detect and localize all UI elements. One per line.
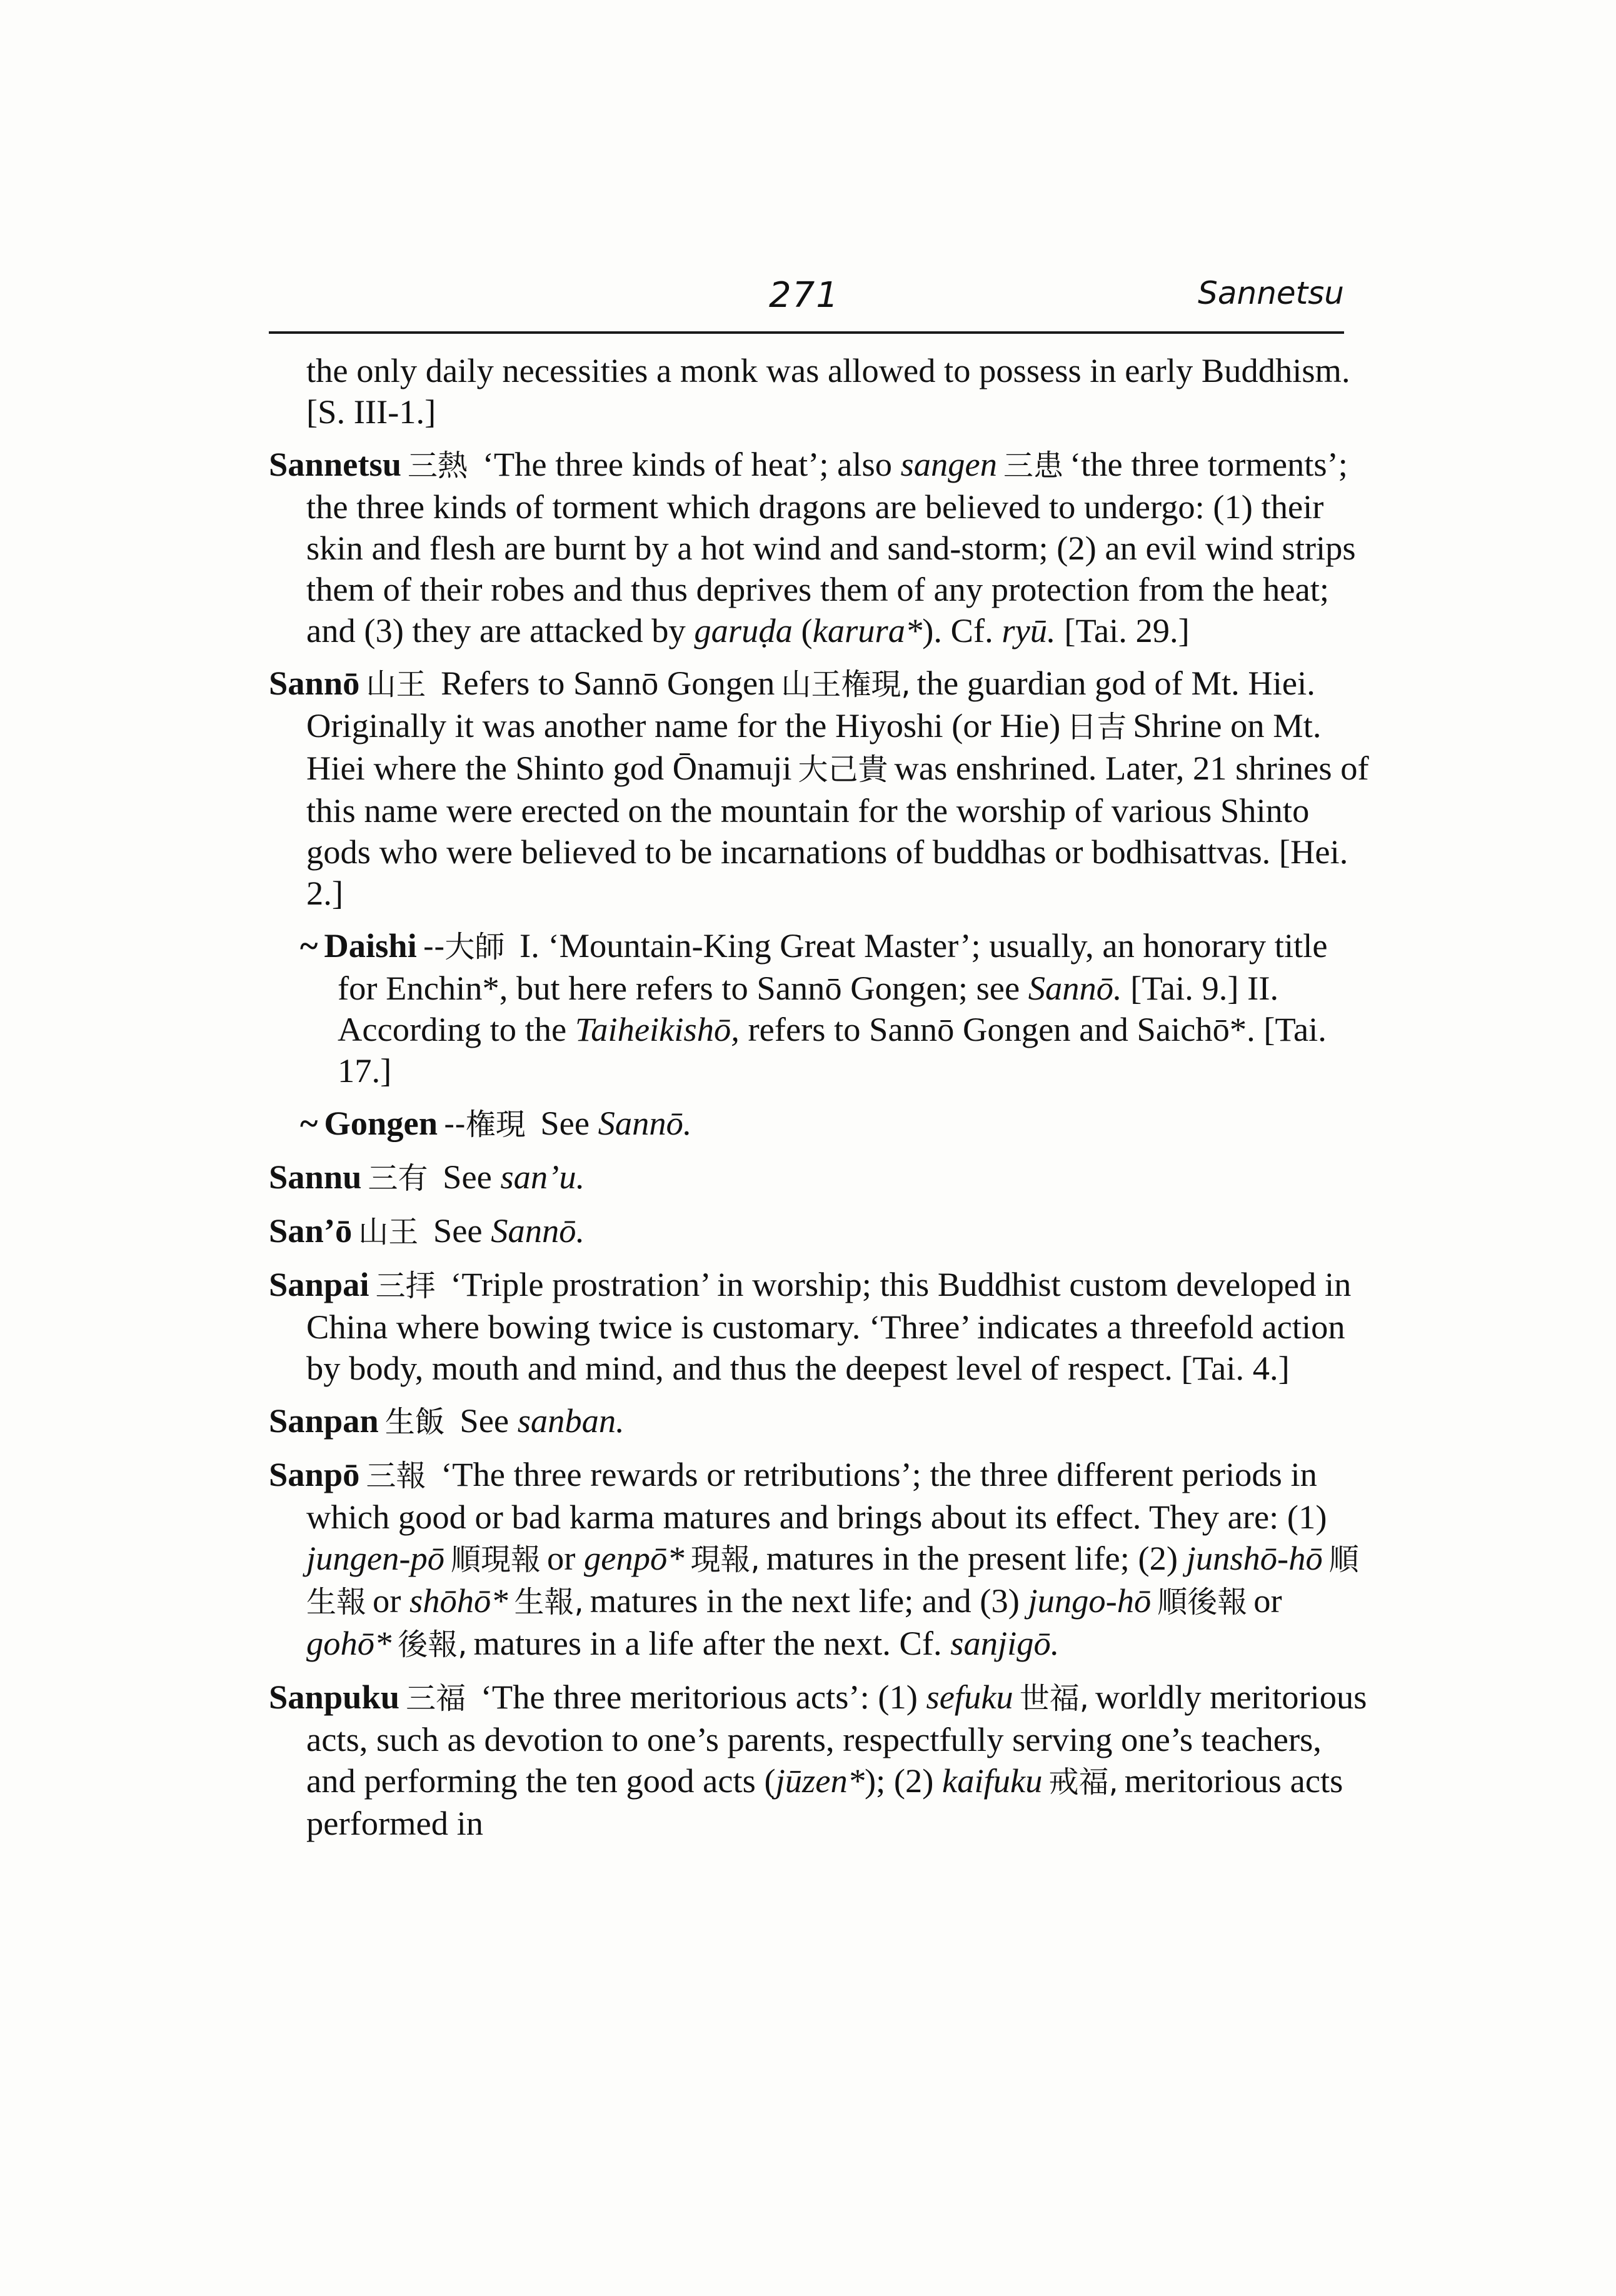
running-head (269, 263, 1344, 334)
headword-kanji: 三有 (368, 1161, 428, 1196)
page-number: 271 (769, 275, 840, 316)
entry-term: ryū. (1001, 611, 1056, 649)
headword-kanji: 三福 (406, 1681, 466, 1716)
entry-term: jungen-pō (306, 1539, 444, 1577)
entry-term: sefuku (926, 1678, 1013, 1716)
term-kanji: 世福, (1019, 1681, 1090, 1716)
entry-term: Sannō. (598, 1104, 692, 1142)
headword: Sanpan (269, 1401, 379, 1440)
entry-text: II. According to the (338, 969, 1279, 1048)
entry-text: or (1253, 1582, 1282, 1620)
entry-text: the guardian god of Mt. Hiei. Originally it was another name for the Hiyoshi (or Hie) (306, 664, 1315, 744)
entry-reference: [Tai. 17.] (338, 1010, 1327, 1090)
headword-kanji: 山王 (366, 667, 426, 702)
entry-text: ‘The three kinds of heat’; also (482, 445, 892, 483)
entry-text: matures in the next life; and (3) (590, 1582, 1020, 1620)
running-headword: Sannetsu (1198, 275, 1344, 311)
headword: San’ō (269, 1211, 353, 1250)
term-kanji: 順現報 (450, 1542, 541, 1577)
entry-reference: [Tai. 9.] (1130, 969, 1239, 1007)
headword-kanji: 三拝 (375, 1268, 436, 1303)
headword-kanji: 生飯 (384, 1405, 445, 1440)
entry-term: karura* (812, 611, 923, 649)
entry-text: ( (801, 611, 813, 649)
headword: Sanpō (269, 1455, 360, 1493)
headword-kanji: --権現 (444, 1107, 526, 1142)
dictionary-entries (269, 350, 1369, 1844)
entry-continuation (269, 350, 1369, 433)
headword: Sanpuku (269, 1678, 400, 1716)
term-kanji: 生報, (514, 1585, 584, 1620)
term-kanji: 大己貴 (798, 752, 888, 787)
entry-text: or (547, 1539, 576, 1577)
entry-text: worldly meritorious acts, such as devotion to one’s parents, respectfully serving one’s teachers, and performing the ten good acts ( (306, 1678, 1367, 1800)
term-kanji: 山王権現, (781, 667, 911, 702)
entry-term: genpō* (584, 1539, 685, 1577)
term-kanji: 順生報 (306, 1542, 1359, 1620)
headword: Sanpai (269, 1265, 369, 1303)
headword-kanji: 山王 (358, 1215, 419, 1250)
entry-term: san’u. (500, 1158, 585, 1196)
entry-sanpan (269, 1400, 1369, 1443)
entry-reference: [Tai. 4.] (1181, 1349, 1290, 1387)
entry-term: kaifuku (942, 1762, 1043, 1800)
entry-sanno (269, 663, 1369, 914)
entry-term: shōhō* (409, 1582, 508, 1620)
entry-term: jungo-hō (1028, 1582, 1152, 1620)
entry-text: See (459, 1401, 509, 1440)
entry-text: See (443, 1158, 492, 1196)
entry-sannu (269, 1156, 1369, 1199)
term-kanji: 三患 (1003, 448, 1064, 483)
entry-sannetsu (269, 444, 1369, 651)
entry-term: junshō-hō (1186, 1539, 1323, 1577)
entry-text: ‘The three meritorious acts’: (1) (480, 1678, 918, 1716)
entry-text: was enshrined. Later, 21 shrines of this name were erected on the mountain for the worship of various Shinto gods who were believed to be incarnations of buddhas or bodhisattvas. (306, 749, 1369, 871)
entry-text: Shrine on Mt. Hiei where the Shinto god Ōnamuji (306, 706, 1322, 787)
headword: Gongen (324, 1104, 438, 1142)
headword: Sannō (269, 664, 360, 702)
term-kanji: 戒福, (1048, 1765, 1118, 1800)
entry-text: ). Cf. (922, 611, 993, 649)
entry-reference: [Tai. 29.] (1064, 611, 1190, 649)
entry-text: See (433, 1211, 483, 1250)
entry-text: ‘The three rewards or retributions’; the three different periods in which good or bad karma matures and brings about its effect. They are: (1) (306, 1455, 1327, 1536)
entry-text: ‘the three torments’; the three kinds of torment which dragons are believed to undergo: (1) their skin and flesh are burnt by a hot wind and sand-storm; (2) an evil wind strips them of their robes and thus deprives them of any protection from the heat; and (3) they are attacked by (306, 445, 1356, 649)
entry-term: sanban. (517, 1401, 625, 1440)
term-kanji: 後報, (398, 1627, 468, 1662)
headword: Sannu (269, 1158, 362, 1196)
entry-text: or (373, 1582, 401, 1620)
term-kanji: 現報, (690, 1542, 760, 1577)
headword: Daishi (324, 926, 417, 965)
headword-kanji: --大師 (423, 930, 505, 965)
entry-term: Sannō. (1028, 969, 1122, 1007)
headword: Sannetsu (269, 445, 402, 483)
term-kanji: 順後報 (1157, 1585, 1248, 1620)
entry-text: matures in a life after the next. Cf. (473, 1624, 942, 1662)
tilde-mark: ~ (300, 926, 318, 965)
entry-reference: [Hei. 2.] (306, 833, 1348, 912)
entry-text: ); (2) (864, 1762, 934, 1800)
entry-text: the only daily necessities a monk was allowed to possess in early Buddhism. (306, 351, 1350, 389)
entry-sanno-gongen (269, 1103, 1369, 1145)
entry-text: ‘Triple prostration’ in worship; this Buddhist custom developed in China where bowing twice is customary. ‘Three’ indicates a threefold action by body, mouth and mind, and thus the deepest level of respect. (306, 1265, 1352, 1387)
entry-text: meritorious acts performed in (306, 1762, 1343, 1842)
entry-sanno-daishi (269, 925, 1369, 1091)
term-kanji: 日吉 (1066, 709, 1127, 744)
entry-sanpuku (269, 1677, 1369, 1844)
headword-kanji: 三報 (366, 1458, 426, 1493)
tilde-mark: ~ (300, 1104, 318, 1142)
entry-term: Taiheikishō, (575, 1010, 740, 1048)
entry-text: See (540, 1104, 590, 1142)
entry-sanpai (269, 1264, 1369, 1389)
entry-text: refers to Sannō Gongen and Saichō*. (748, 1010, 1255, 1048)
entry-term: gohō* (306, 1624, 392, 1662)
entry-term: Sannō. (491, 1211, 585, 1250)
entry-sano (269, 1210, 1369, 1253)
entry-term: sanjigō. (950, 1624, 1060, 1662)
entry-sanpo (269, 1454, 1369, 1665)
entry-text: Refers to Sannō Gongen (441, 664, 775, 702)
entry-term: sangen (900, 445, 997, 483)
entry-reference: [S. III-1.] (306, 393, 436, 431)
headword-kanji: 三熱 (408, 448, 468, 483)
entry-text: matures in the present life; (2) (766, 1539, 1178, 1577)
entry-term: garuḍa (694, 611, 793, 649)
entry-text: I. ‘Mountain-King Great Master’; usually, an honorary title for Enchin*, but here refers to Sannō Gongen; see (338, 926, 1328, 1007)
entry-term: jūzen* (775, 1762, 865, 1800)
